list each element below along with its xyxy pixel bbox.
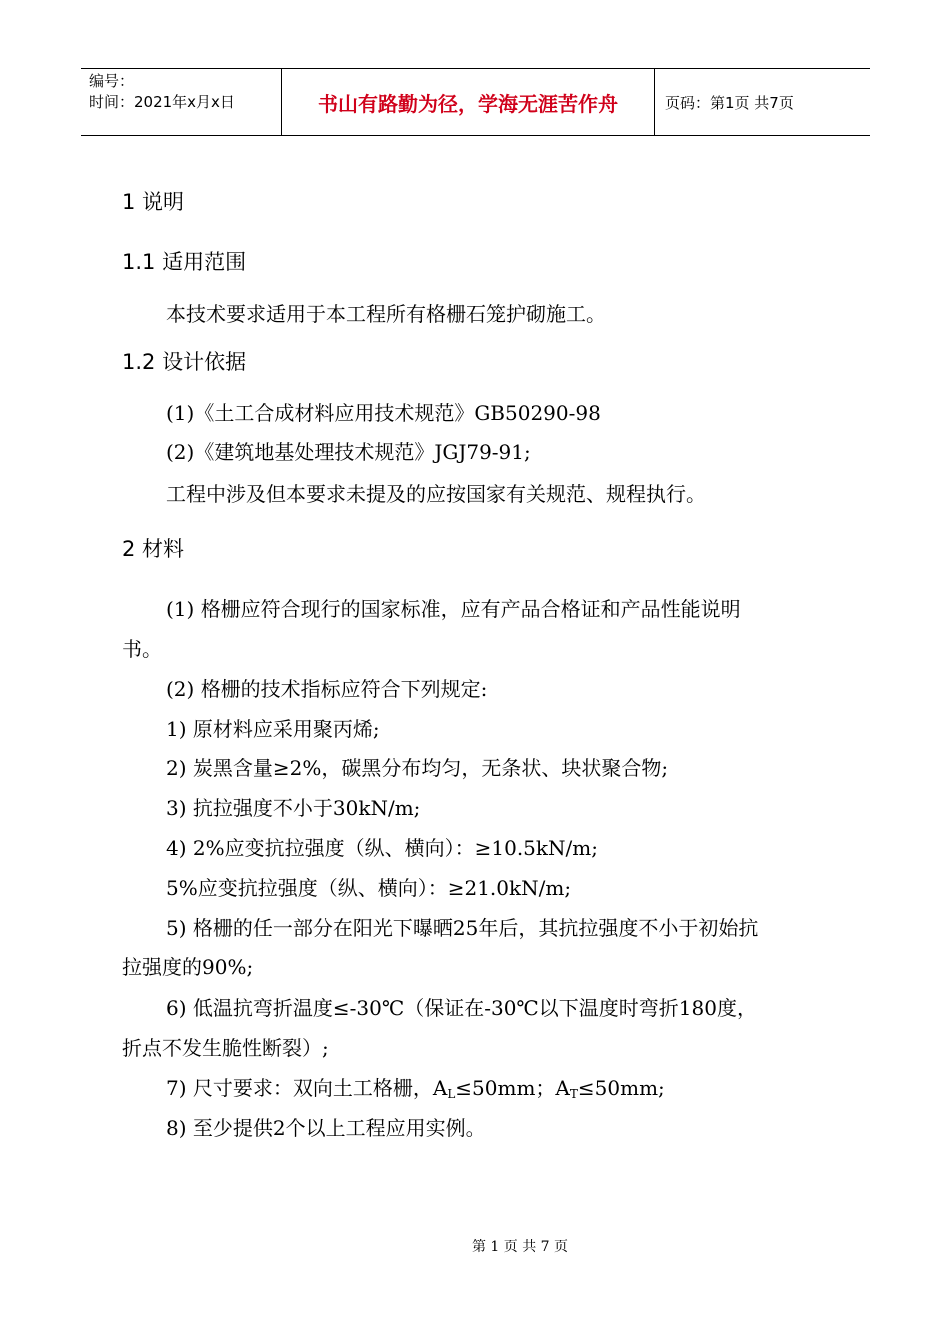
spec-item-4-line-2: 5%应变抗拉强度（纵、横向）：≥21.0kN/m;	[166, 876, 572, 900]
page-header	[81, 68, 870, 136]
spec-item-7-suffix: ≤50mm;	[577, 1076, 665, 1100]
header-page-info: 页码：第1页 共7页	[665, 93, 794, 112]
reference-2: (2)《建筑地基处理技术规范》JGJ79-91;	[166, 440, 531, 464]
section-heading-1-2: 1.2 设计依据	[122, 350, 247, 374]
document-number-label: 编号：	[89, 72, 135, 90]
spec-item-6-line-1: 6) 低温抗弯折温度≤-30℃（保证在-30℃以下温度时弯折180度，	[166, 996, 757, 1020]
spec-item-5-line-2: 拉强度的90%;	[122, 955, 254, 979]
spec-item-7	[166, 1076, 665, 1100]
spec-item-6-line-2: 折点不发生脆性断裂）;	[122, 1036, 329, 1060]
spec-item-1: 1) 原材料应采用聚丙烯;	[166, 717, 380, 741]
spec-item-2: 2) 炭黑含量≥2%，碳黑分布均匀，无条状、块状聚合物;	[166, 756, 669, 780]
spec-item-3: 3) 抗拉强度不小于30kN/m;	[166, 796, 421, 820]
spec-item-8: 8) 至少提供2个以上工程应用实例。	[166, 1116, 486, 1140]
material-item-2: (2) 格栅的技术指标应符合下列规定:	[166, 677, 488, 701]
spec-item-4-line-1: 4) 2%应变抗拉强度（纵、横向）：≥10.5kN/m;	[166, 836, 598, 860]
spec-item-7-sub-l: L	[447, 1087, 456, 1101]
section-heading-1-1: 1.1 适用范围	[122, 250, 247, 274]
spec-item-7-prefix: 7) 尺寸要求：双向土工格栅，A	[166, 1076, 448, 1100]
document-time-label: 时间：2021年x月x日	[89, 93, 235, 111]
spec-item-7-sub-t: T	[569, 1087, 578, 1101]
paragraph-scope: 本技术要求适用于本工程所有格栅石笼护砌施工。	[166, 302, 606, 326]
reference-1: (1)《土工合成材料应用技术规范》GB50290-98	[166, 401, 601, 425]
header-meta	[81, 69, 281, 135]
section-heading-2: 2 材料	[122, 537, 185, 561]
material-item-1-line-1: (1) 格栅应符合现行的国家标准，应有产品合格证和产品性能说明	[166, 597, 741, 621]
spec-item-7-middle: ≤50mm；A	[455, 1076, 570, 1100]
section-heading-1: 1 说明	[122, 190, 185, 214]
page-footer: 第 1 页 共 7 页	[471, 1239, 569, 1255]
header-motto: 书山有路勤为径，学海无涯苦作舟	[281, 69, 655, 135]
spec-item-5-line-1: 5) 格栅的任一部分在阳光下曝晒25年后，其抗拉强度不小于初始抗	[166, 916, 759, 940]
paragraph-other-specs: 工程中涉及但本要求未提及的应按国家有关规范、规程执行。	[166, 482, 706, 506]
material-item-1-line-2: 书。	[122, 637, 162, 661]
